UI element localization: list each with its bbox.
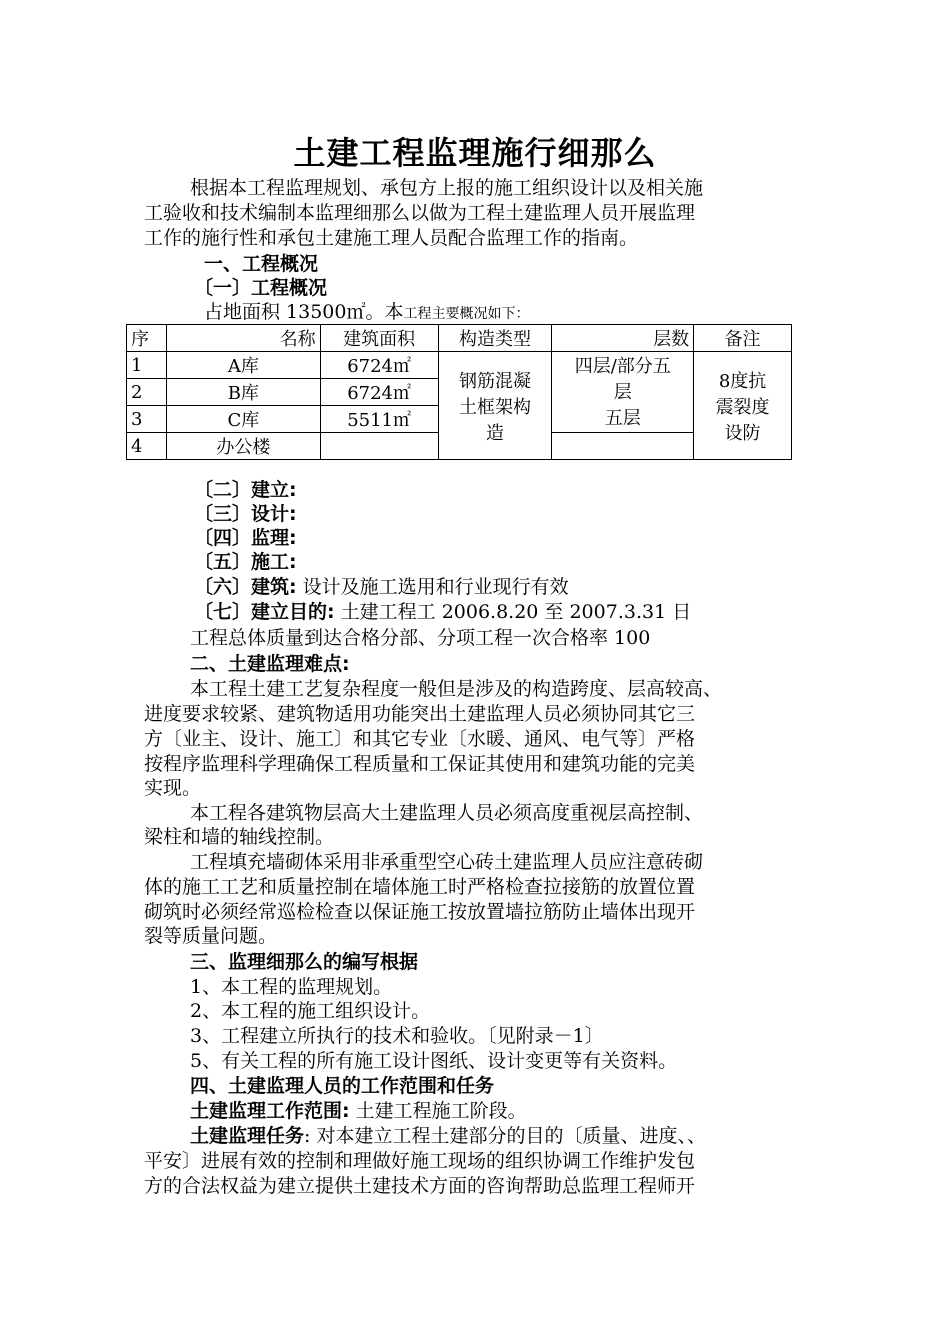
header-structure: 构造类型 xyxy=(438,325,552,352)
p1-line-1: 本工程土建工艺复杂程度一般但是涉及的构造跨度、层高较高、 xyxy=(190,678,723,700)
row-seq: 4 xyxy=(127,433,167,460)
floors-cell xyxy=(552,352,694,433)
section-1-heading: 一、工程概况 xyxy=(204,253,319,275)
task-line-3: 方的合法权益为建立提供土建技术方面的咨询帮助总监理工程师开 xyxy=(144,1175,696,1197)
row-area: 5511㎡ xyxy=(320,406,438,433)
basis-item-5: 5、有关工程的所有施工设计图纸、设计变更等有关资料。 xyxy=(190,1050,678,1072)
subsection-3: 〔三〕设计: xyxy=(194,503,297,525)
p1-line-3: 方〔业主、设计、施工〕和其它专业〔水暖、通风、电气等〕严格 xyxy=(144,728,696,750)
floors-line: 五层 xyxy=(604,408,641,429)
header-name: 名称 xyxy=(166,325,320,352)
p2-line-2: 梁柱和墙的轴线控制。 xyxy=(144,826,335,848)
row-name: B库 xyxy=(166,379,320,406)
intro-line-3: 工作的施行性和承包土建施工理人员配合监理工作的指南。 xyxy=(144,227,639,249)
p3-line-4: 裂等质量问题。 xyxy=(144,925,278,947)
subsection-6-label: 〔六〕建筑: xyxy=(194,576,297,598)
subsection-7-label: 〔七〕建立目的: xyxy=(194,601,335,623)
p1-line-4: 按程序监理科学理确保工程质量和工保证其使用和建筑功能的完美 xyxy=(144,753,696,775)
subsection-7 xyxy=(194,600,691,624)
table-row xyxy=(127,352,792,379)
floors-empty-cell xyxy=(552,433,694,460)
quality-line: 工程总体质量到达合格分部、分项工程一次合格率 100 xyxy=(190,627,651,649)
structure-line: 造 xyxy=(485,422,504,444)
table-header-row xyxy=(127,325,792,352)
row-area: 6724㎡ xyxy=(320,352,438,379)
section-2-heading: 二、土建监理难点: xyxy=(190,653,350,675)
subsection-2: 〔二〕建立: xyxy=(194,479,297,501)
structure-line: 土框架构 xyxy=(458,396,531,418)
row-name: 办公楼 xyxy=(166,433,320,460)
basis-item-1: 1、本工程的监理规划。 xyxy=(190,976,393,998)
task-line xyxy=(190,1124,706,1148)
intro-line-1: 根据本工程监理规划、承包方上报的施工组织设计以及相关施 xyxy=(190,177,704,199)
header-seq: 序 xyxy=(127,325,167,352)
subsection-5: 〔五〕施工: xyxy=(194,551,297,573)
project-overview-table xyxy=(126,324,792,460)
p3-line-1: 工程填充墙砌体采用非承重型空心砖土建监理人员应注意砖砌 xyxy=(190,851,704,873)
subsection-4: 〔四〕监理: xyxy=(194,527,297,549)
intro-line-2: 工验收和技术编制本监理细那么以做为工程土建监理人员开展监理 xyxy=(144,202,696,224)
structure-line: 钢筋混凝 xyxy=(458,370,531,392)
area-small-text: 工程主要概况如下： xyxy=(403,306,530,322)
row-name: A库 xyxy=(166,352,320,379)
floors-line: 层 xyxy=(613,382,632,403)
header-area: 建筑面积 xyxy=(320,325,438,352)
header-floors: 层数 xyxy=(552,325,694,352)
subsection-7-text: 土建工程工 2006.8.20 至 2007.3.31 日 xyxy=(334,601,692,623)
header-remark: 备注 xyxy=(694,325,792,352)
task-line-2: 平安〕进展有效的控制和理做好施工现场的组织协调工作维护发包 xyxy=(144,1150,696,1172)
scope-label: 土建监理工作范围: xyxy=(190,1100,350,1122)
subsection-1-heading: 〔一〕工程概况 xyxy=(194,277,328,299)
row-area xyxy=(320,433,438,460)
row-seq: 1 xyxy=(127,352,167,379)
structure-type-cell xyxy=(438,352,552,460)
basis-item-2: 2、本工程的施工组织设计。 xyxy=(190,1000,431,1022)
p3-line-3: 砌筑时必须经常巡检检查以保证施工按放置墙拉筋防止墙体出现开 xyxy=(144,901,696,923)
remark-line: 震裂度 xyxy=(715,396,770,418)
scope-text: 土建工程施工阶段。 xyxy=(349,1100,527,1122)
subsection-6 xyxy=(194,575,569,599)
task-label: 土建监理任务 xyxy=(190,1125,305,1147)
section-3-heading: 三、监理细那么的编写根据 xyxy=(190,951,419,973)
row-name: C库 xyxy=(166,406,320,433)
p1-line-5: 实现。 xyxy=(144,777,202,799)
area-line xyxy=(204,300,529,326)
remark-line: 8度抗 xyxy=(718,370,767,392)
row-area: 6724㎡ xyxy=(320,379,438,406)
subsection-6-text: 设计及施工选用和行业现行有效 xyxy=(296,576,569,598)
scope-line xyxy=(190,1099,527,1123)
remark-line: 设防 xyxy=(724,422,761,444)
p3-line-2: 体的施工工艺和质量控制在墙体施工时严格检查拉接筋的放置位置 xyxy=(144,876,696,898)
section-4-heading: 四、土建监理人员的工作范围和任务 xyxy=(190,1075,495,1097)
floors-line: 四层/部分五 xyxy=(574,356,671,377)
p1-line-2: 进度要求较紧、建筑物适用功能突出土建监理人员必须协同其它三 xyxy=(144,703,696,725)
row-seq: 2 xyxy=(127,379,167,406)
area-main-text: 占地面积 13500㎡。本 xyxy=(204,301,404,323)
page-title: 土建工程监理施行细那么 xyxy=(293,134,657,172)
row-seq: 3 xyxy=(127,406,167,433)
remark-cell xyxy=(694,352,792,460)
basis-item-3: 3、工程建立所执行的技术和验收。〔见附录－1〕 xyxy=(190,1025,604,1047)
task-text: : 对本建立工程土建部分的目的〔质量、进度、、 xyxy=(304,1125,706,1147)
p2-line-1: 本工程各建筑物层高大土建监理人员必须高度重视层高控制、 xyxy=(190,802,704,824)
